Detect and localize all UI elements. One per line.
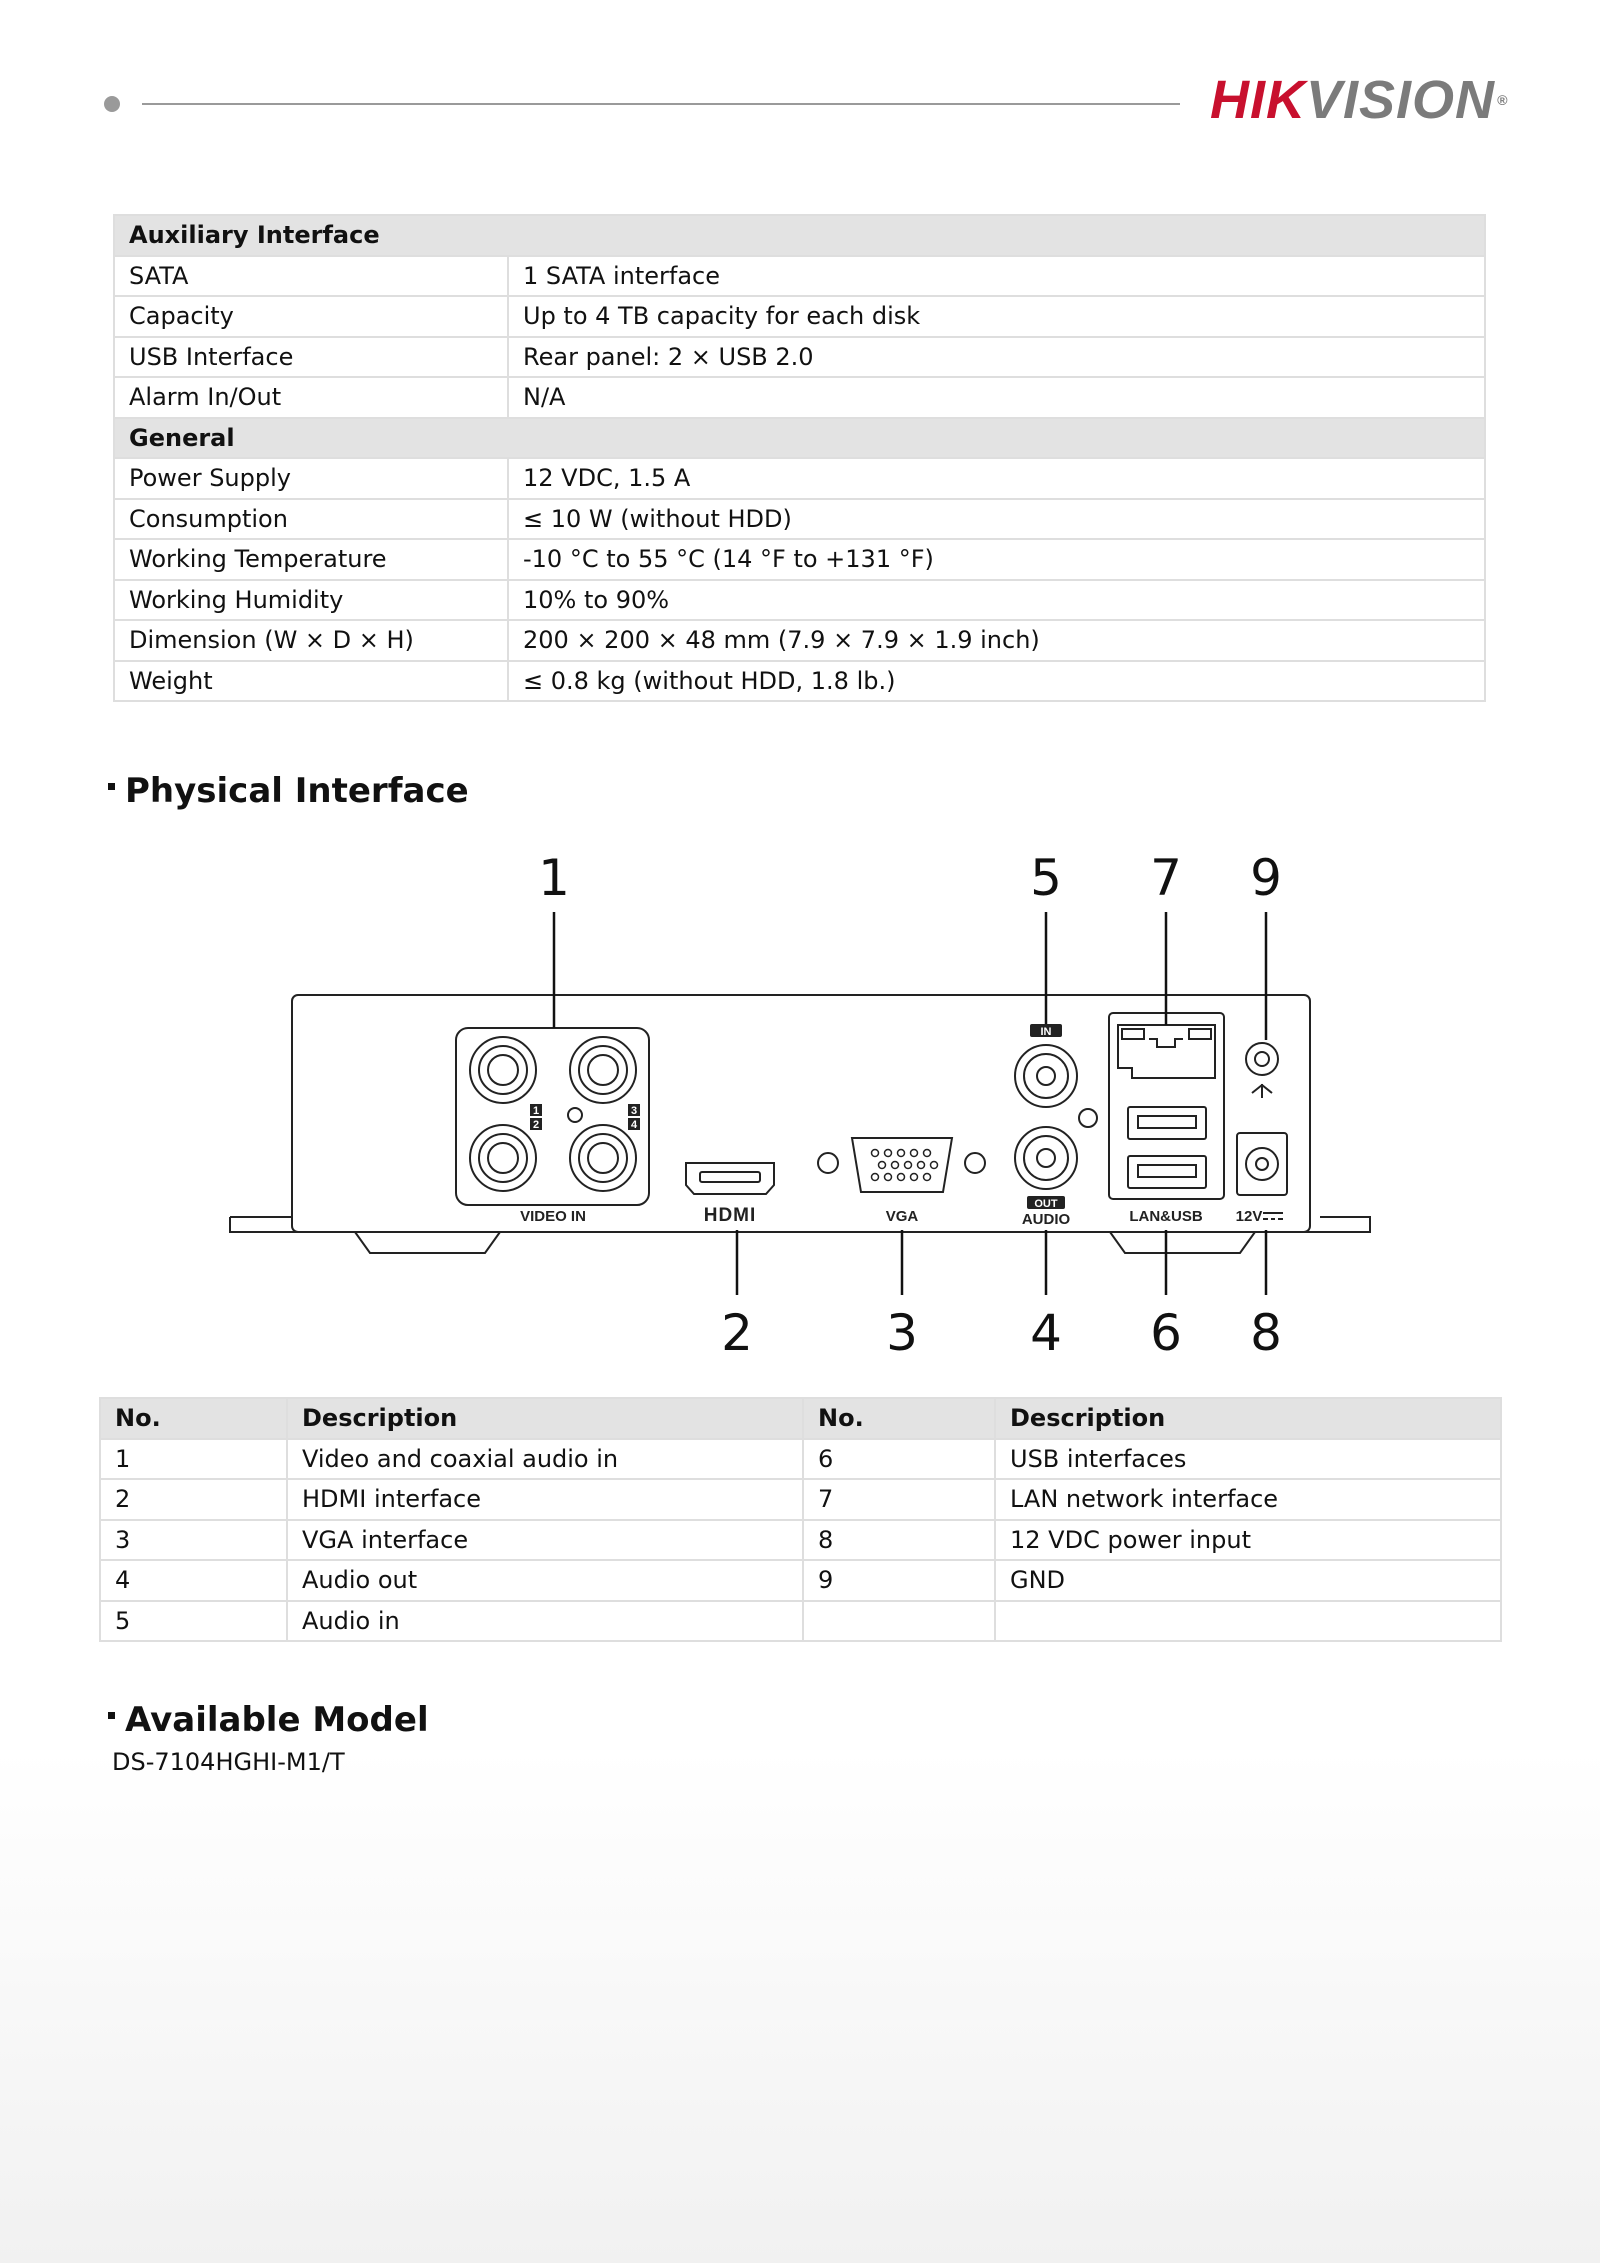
vga-pins [872, 1150, 938, 1181]
device-body [292, 995, 1310, 1232]
cell-description: USB interfaces [995, 1439, 1501, 1480]
spec-value: N/A [508, 377, 1485, 418]
spec-value: Rear panel: 2 × USB 2.0 [508, 337, 1485, 378]
callout-number-5: 5 [1030, 849, 1062, 907]
spec-row [114, 499, 1485, 540]
ground-icon [1252, 1084, 1272, 1098]
cell-no: 3 [100, 1520, 287, 1561]
table-row [100, 1439, 1501, 1480]
hikvision-logo: HIKVISION ® [1210, 70, 1509, 130]
bnc-connector [570, 1037, 636, 1103]
spec-row [114, 256, 1485, 297]
audio-in-tag-text: IN [1040, 1026, 1052, 1038]
section-heading-text: Available Model [125, 1700, 429, 1740]
spec-row [114, 539, 1485, 580]
spec-label: Working Humidity [114, 580, 508, 621]
column-header-description: Description [995, 1398, 1501, 1439]
section-heading-text: Physical Interface [125, 771, 469, 811]
cell-no: 4 [100, 1560, 287, 1601]
spec-row [114, 458, 1485, 499]
spec-label: Capacity [114, 296, 508, 337]
cell-no: 7 [803, 1479, 995, 1520]
callout-number-3: 3 [886, 1304, 918, 1362]
dc-symbol-icon [1263, 1213, 1283, 1219]
callout-number-7: 7 [1150, 849, 1182, 907]
vga-screw-left [818, 1153, 838, 1173]
vga-screw-right [965, 1153, 985, 1173]
callout-number-1: 1 [538, 849, 570, 907]
cell-description: LAN network interface [995, 1479, 1501, 1520]
usb-port-top [1128, 1107, 1206, 1139]
bnc-number-4: 4 [630, 1119, 638, 1131]
audio-led [1079, 1109, 1097, 1127]
cell-no: 2 [100, 1479, 287, 1520]
spec-row [114, 580, 1485, 621]
label-power: 12V [1235, 1208, 1263, 1225]
spec-value: 10% to 90% [508, 580, 1485, 621]
cell-description: Audio in [287, 1601, 803, 1642]
spec-value: 200 × 200 × 48 mm (7.9 × 7.9 × 1.9 inch) [508, 620, 1485, 661]
label-vga: VGA [885, 1208, 919, 1225]
bnc-connector [470, 1125, 536, 1191]
bnc-connector [470, 1037, 536, 1103]
rj45-port [1118, 1025, 1215, 1078]
table-row [100, 1560, 1501, 1601]
callout-leaders [554, 912, 1266, 1295]
led-indicator [568, 1108, 582, 1122]
spec-row [114, 377, 1485, 418]
rj45-clip [1149, 1039, 1183, 1047]
rj45-led-right [1189, 1029, 1211, 1039]
spec-section-header [114, 215, 1485, 256]
bnc-number-tags [530, 1104, 640, 1131]
spec-label: Working Temperature [114, 539, 508, 580]
spec-value: 12 VDC, 1.5 A [508, 458, 1485, 499]
cell-description: Video and coaxial audio in [287, 1439, 803, 1480]
spec-row [114, 661, 1485, 702]
spec-label: Dimension (W × D × H) [114, 620, 508, 661]
label-lan-usb: LAN&USB [1129, 1208, 1203, 1225]
cell-no: 8 [803, 1520, 995, 1561]
section-heading-physical-interface [108, 771, 469, 811]
usb-port-top-inner [1138, 1116, 1196, 1128]
spec-section-title: General [114, 418, 1485, 459]
spec-label: Power Supply [114, 458, 508, 499]
bnc-connector [570, 1125, 636, 1191]
callout-number-4: 4 [1030, 1304, 1062, 1362]
section-heading-available-model [108, 1700, 429, 1740]
spec-row [114, 337, 1485, 378]
cell-no: 9 [803, 1560, 995, 1601]
column-header-no: No. [100, 1398, 287, 1439]
bullet-icon [108, 1712, 115, 1719]
spec-value: ≤ 10 W (without HDD) [508, 499, 1485, 540]
spec-value: Up to 4 TB capacity for each disk [508, 296, 1485, 337]
spec-value: ≤ 0.8 kg (without HDD, 1.8 lb.) [508, 661, 1485, 702]
power-port [1237, 1133, 1287, 1195]
spec-row [114, 620, 1485, 661]
header-dot [104, 96, 120, 112]
column-header-description: Description [287, 1398, 803, 1439]
cell-no [803, 1601, 995, 1642]
cell-description: VGA interface [287, 1520, 803, 1561]
foot-left [355, 1232, 500, 1253]
header-rule [142, 103, 1180, 105]
cell-description: HDMI interface [287, 1479, 803, 1520]
usb-port-bottom [1128, 1156, 1206, 1188]
model-name: DS-7104HGHI-M1/T [112, 1748, 345, 1776]
column-header-no: No. [803, 1398, 995, 1439]
callout-number-6: 6 [1150, 1304, 1182, 1362]
spec-label: SATA [114, 256, 508, 297]
foot-right [1110, 1232, 1255, 1253]
bullet-icon [108, 783, 115, 790]
spec-table [113, 214, 1486, 702]
cell-no: 5 [100, 1601, 287, 1642]
rj45-led-left [1122, 1029, 1144, 1039]
table-row [100, 1479, 1501, 1520]
cell-no: 6 [803, 1439, 995, 1480]
spec-label: Weight [114, 661, 508, 702]
bnc-number-2: 2 [532, 1119, 540, 1131]
label-audio: AUDIO [1021, 1211, 1071, 1228]
audio-out-tag-text: OUT [1034, 1198, 1058, 1210]
table-row [100, 1520, 1501, 1561]
usb-port-bottom-inner [1138, 1165, 1196, 1177]
label-hdmi: HDMI [703, 1205, 757, 1226]
gnd-terminal [1246, 1043, 1278, 1075]
cell-description: GND [995, 1560, 1501, 1601]
hdmi-port-inner [700, 1172, 760, 1182]
cell-description [995, 1601, 1501, 1642]
audio-out-jack [1015, 1127, 1077, 1189]
callout-number-8: 8 [1250, 1304, 1282, 1362]
callout-number-9: 9 [1250, 849, 1282, 907]
spec-label: Alarm In/Out [114, 377, 508, 418]
table-row [100, 1601, 1501, 1642]
cell-description: Audio out [287, 1560, 803, 1601]
interface-description-table [99, 1397, 1502, 1642]
spec-section-title: Auxiliary Interface [114, 215, 1485, 256]
audio-in-jack [1015, 1045, 1077, 1107]
spec-value: -10 °C to 55 °C (14 °F to +131 °F) [508, 539, 1485, 580]
bnc-number-1: 1 [532, 1105, 540, 1117]
cell-description: 12 VDC power input [995, 1520, 1501, 1561]
spec-label: Consumption [114, 499, 508, 540]
table-header-row [100, 1398, 1501, 1439]
spec-label: USB Interface [114, 337, 508, 378]
spec-row [114, 296, 1485, 337]
label-video-in: VIDEO IN [520, 1208, 586, 1225]
callout-number-2: 2 [721, 1304, 753, 1362]
spec-section-header [114, 418, 1485, 459]
cell-no: 1 [100, 1439, 287, 1480]
rear-panel-diagram [200, 840, 1400, 1370]
bnc-number-3: 3 [630, 1105, 638, 1117]
spec-value: 1 SATA interface [508, 256, 1485, 297]
